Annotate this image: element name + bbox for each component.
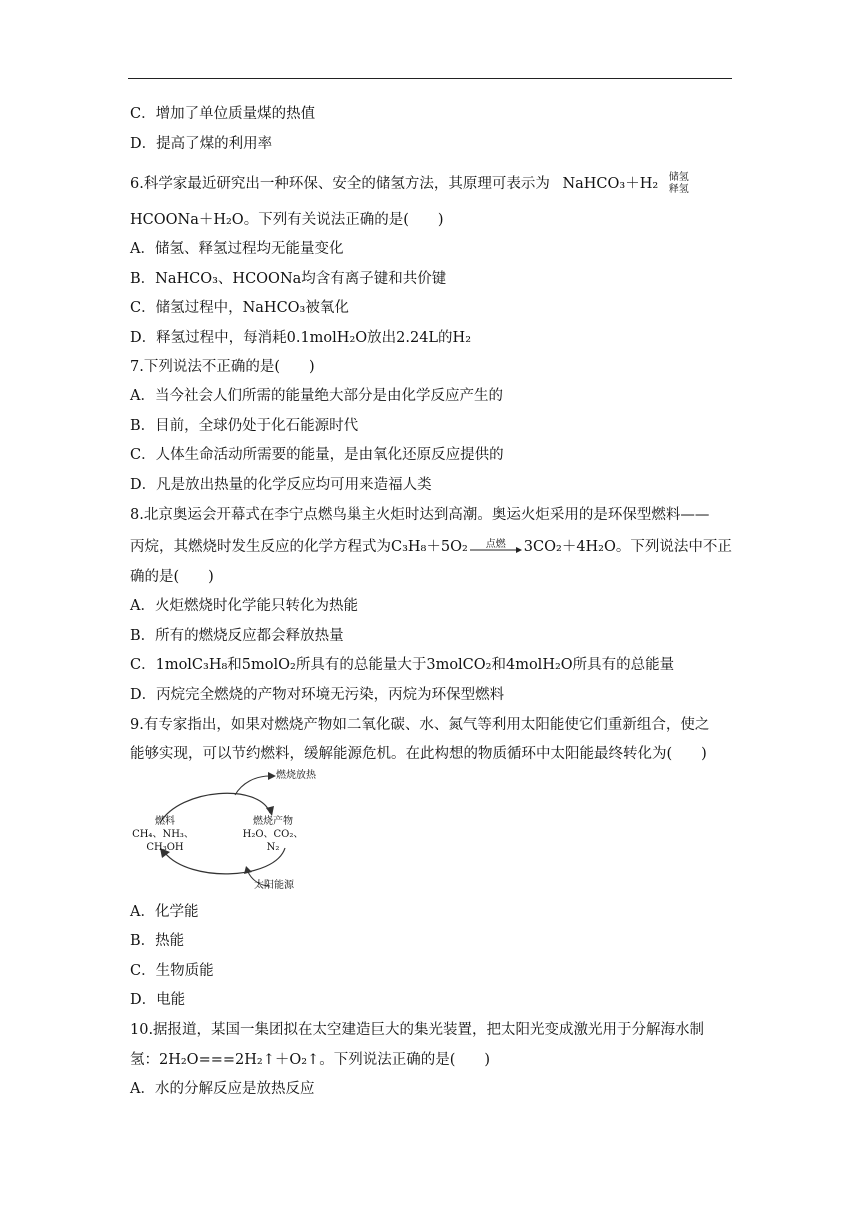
q8-reaction-arrow <box>470 537 522 557</box>
q10-stem-line1: 10.据报道，某国一集团拟在太空建造巨大的集光装置，把太阳光变成激光用于分解海水制 <box>130 1022 705 1038</box>
q6-stem <box>130 172 689 196</box>
q7-stem: 7.下列说法不正确的是( ) <box>130 359 315 375</box>
q8-option-a: A．火炬燃烧时化学能只转化为热能 <box>130 598 358 614</box>
diagram-product-title: 燃烧产物 <box>253 816 293 827</box>
q9-option-c: C．生物质能 <box>130 963 214 979</box>
q8-stem-line1: 8.北京奥运会开幕式在李宁点燃鸟巢主火炬时达到高潮。奥运火炬采用的是环保型燃料—— <box>130 507 710 523</box>
diagram-top-label: 燃烧放热 <box>276 770 316 781</box>
q9-stem-line1: 9.有专家指出，如果对燃烧产物如二氧化碳、水、氮气等利用太阳能使它们重新组合，使之 <box>130 717 710 733</box>
q8-arrow-condition: 点燃 <box>485 539 506 550</box>
q6-option-a: A．储氢、释氢过程均无能量变化 <box>130 241 344 257</box>
q8-option-c: C．1molC₃H₈和5molO₂所具有的总能量大于3molCO₂和4molH₂O所具有的总能量 <box>130 657 675 673</box>
q7-option-c: C．人体生命活动所需要的能量，是由氧化还原反应提供的 <box>130 447 504 463</box>
arrow-icon <box>470 547 522 553</box>
q8-stem-text: 丙烷，其燃烧时发生反应的化学方程式为 <box>130 539 391 555</box>
q6-arrow-bottom-label: 释氢 <box>668 184 689 195</box>
q7-option-b: B．目前，全球仍处于化石能源时代 <box>130 418 359 434</box>
q6-option-d: D．释氢过程中，每消耗0.1molH₂O放出2.24L的H₂ <box>130 330 472 346</box>
q6-equation-left: NaHCO₃＋H₂ <box>562 176 659 192</box>
fuel-cycle-diagram <box>130 768 320 898</box>
q5-option-c: C．增加了单位质量煤的热值 <box>130 106 316 122</box>
q8-equation-right: 3CO₂＋4H₂O <box>523 539 616 555</box>
q9-option-a: A．化学能 <box>130 904 199 920</box>
q8-option-d: D．丙烷完全燃烧的产物对环境无污染，丙烷为环保型燃料 <box>130 687 505 703</box>
diagram-product-items: H₂O、CO₂、 <box>242 829 304 840</box>
q8-stem-line3: 确的是( ) <box>130 569 214 585</box>
q7-option-a: A．当今社会人们所需的能量绝大部分是由化学反应产生的 <box>130 388 503 404</box>
diagram-fuel-items: CH₄、NH₃、 <box>132 829 194 840</box>
q9-option-b: B．热能 <box>130 933 185 949</box>
q8-stem-tail: 。下列说法中不正 <box>615 539 732 555</box>
diagram-fuel-items-2: CH₃OH <box>146 842 184 853</box>
header-rule <box>128 78 732 79</box>
q6-option-c: C．储氢过程中，NaHCO₃被氧化 <box>130 300 349 316</box>
diagram-fuel-title: 燃料 <box>155 816 175 827</box>
q6-stem-line2: HCOONa＋H₂O。下列有关说法正确的是( ) <box>130 212 444 228</box>
q6-reversible-arrow <box>669 172 689 196</box>
q8-option-b: B．所有的燃烧反应都会释放热量 <box>130 628 344 644</box>
q8-stem-line2 <box>130 537 732 557</box>
q6-option-b: B．NaHCO₃、HCOONa均含有离子键和共价键 <box>130 271 447 287</box>
q5-option-d: D．提高了煤的利用率 <box>130 136 273 152</box>
q6-arrow-top-label: 储氢 <box>668 172 689 183</box>
q10-stem-line2: 氢：2H₂O===2H₂↑＋O₂↑。下列说法正确的是( ) <box>130 1052 491 1068</box>
diagram-product-items-2: N₂ <box>266 842 280 853</box>
q9-stem-line2: 能够实现，可以节约燃料，缓解能源危机。在此构想的物质循环中太阳能最终转化为( ) <box>130 746 707 762</box>
q8-equation-left: C₃H₈＋5O₂ <box>391 539 468 555</box>
q6-stem-text: 6.科学家最近研究出一种环保、安全的储氢方法，其原理可表示为 <box>130 176 550 192</box>
q9-option-d: D．电能 <box>130 992 186 1008</box>
q7-option-d: D．凡是放出热量的化学反应均可用来造福人类 <box>130 477 432 493</box>
q10-option-a: A．水的分解反应是放热反应 <box>130 1081 315 1097</box>
diagram-bottom-label: 太阳能源 <box>254 880 294 891</box>
